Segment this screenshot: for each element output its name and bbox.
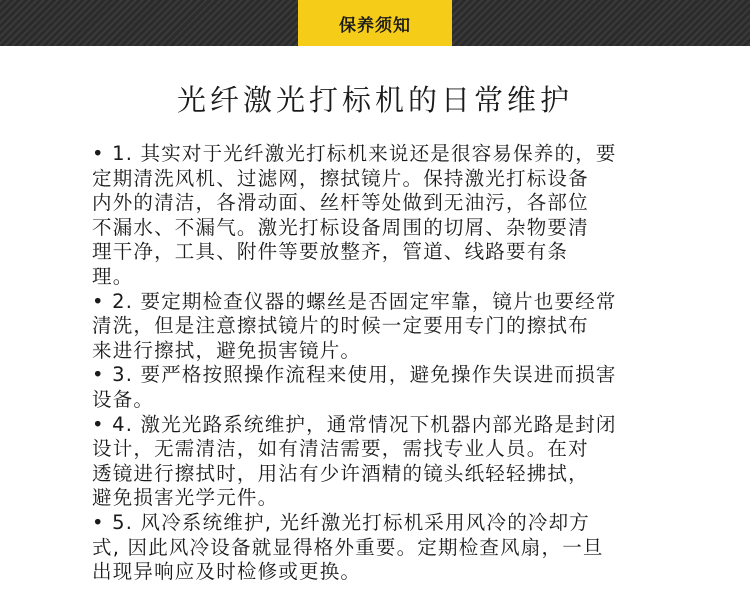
paragraph-4: • 4. 激光光路系统维护，通常情况下机器内部光路是封闭 设计，无需清洁，如有清洁需要，需找专业人员。在对 透镜进行擦拭时，用沾有少许酒精的镜头纸轻轻拂拭， 避免损害光学元件。 [92, 412, 617, 510]
maintenance-content [92, 142, 660, 585]
page-title: 光纤激光打标机的日常维护 [176, 83, 573, 117]
paragraph-2: • 2. 要定期检查仪器的螺丝是否固定牢靠，镜片也要经常 清洗，但是注意擦拭镜片的时候一定要用专门的擦拭布 来进行擦拭，避免损害镜片。 [92, 289, 617, 362]
paragraph-1: • 1. 其实对于光纤激光打标机来说还是很容易保养的，要 定期清洗风机、过滤网，擦拭镜片。保持激光打标设备 内外的清洁，各滑动面、丝杆等处做到无油污，各部位 不漏水、不漏气。激光打标设备周围的切屑、杂物要清 理干净，工具、附件等要放整齐，管道、线路要有条 理。 [92, 142, 617, 288]
maintenance-notice-tab: 保养须知 [298, 0, 452, 46]
paragraph-5: • 5. 风冷系统维护, 光纤激光打标机采用风冷的冷却方 式, 因此风冷设备就显得格外重要。定期检查风扇，一旦 出现异响应及时检修或更换。 [92, 510, 604, 584]
paragraph-3: • 3. 要严格按照操作流程来使用，避免操作失误进而损害 设备。 [92, 363, 617, 411]
header-banner [0, 0, 750, 46]
